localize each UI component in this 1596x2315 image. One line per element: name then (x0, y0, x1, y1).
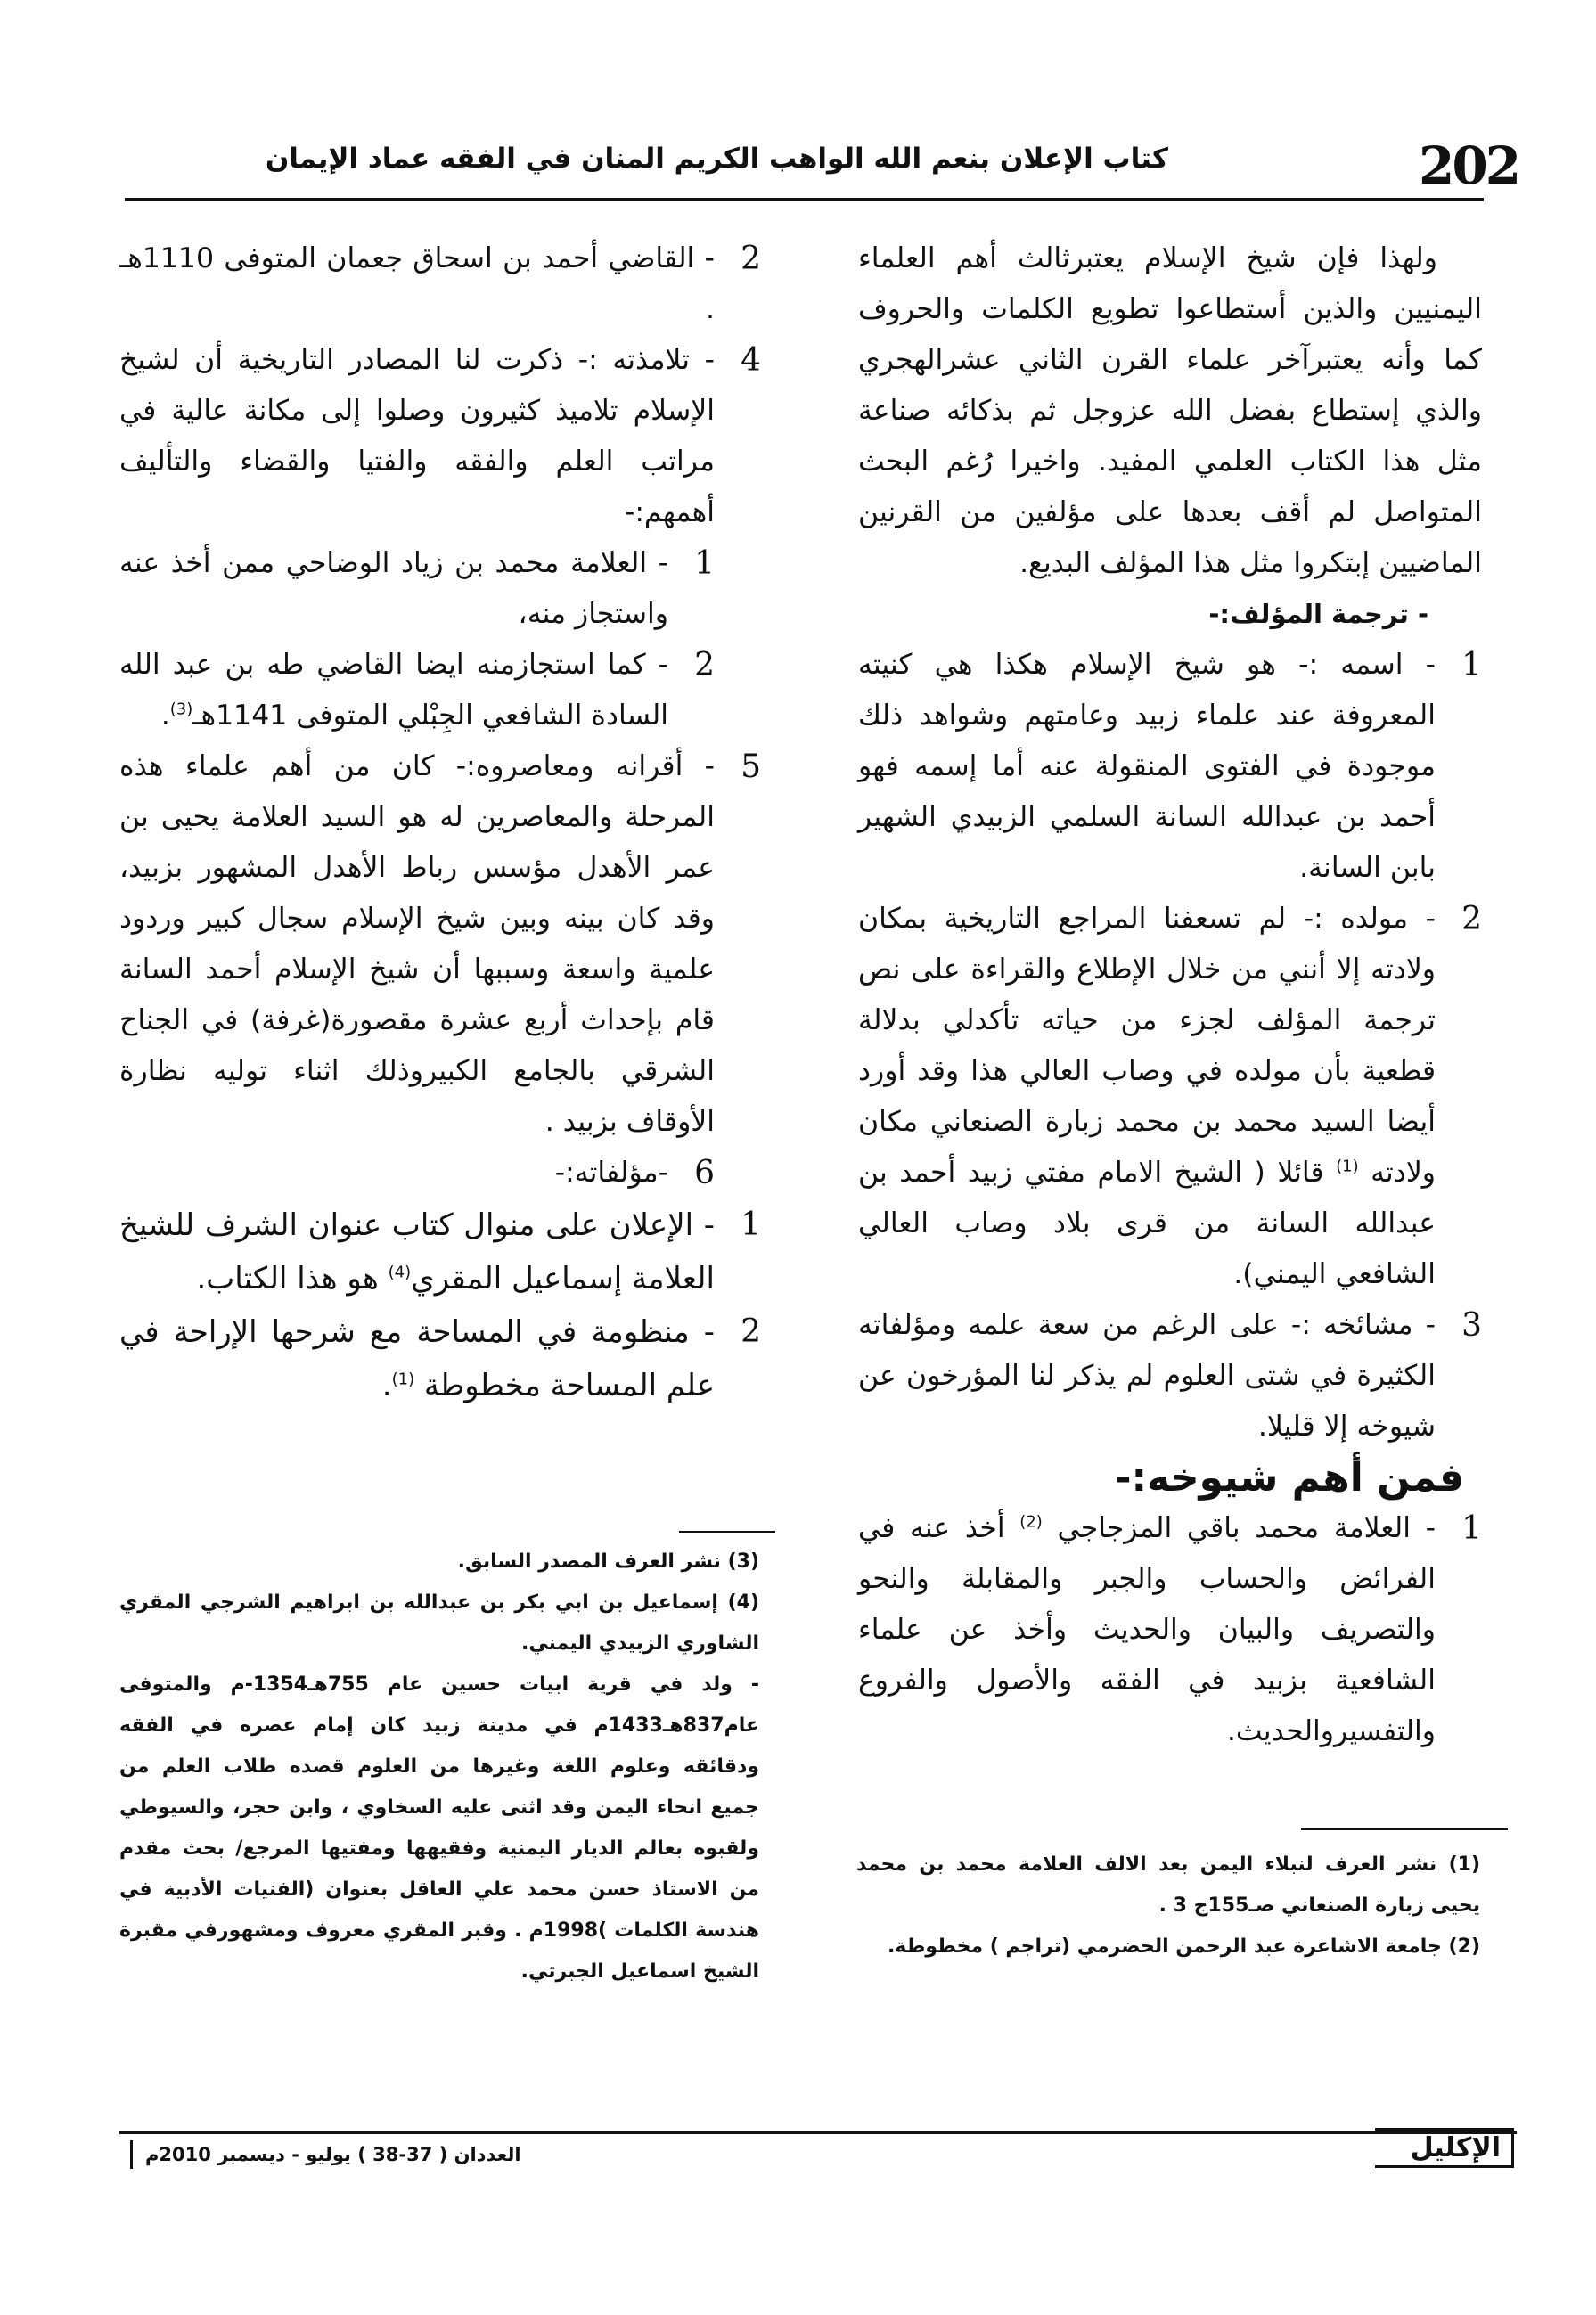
item-number: 2 (741, 241, 761, 277)
item-text: - مشائخه :- على الرغم من سعة علمه ومؤلفاته الكثيرة في شتى العلوم لم يذكر لنا المؤرخون عن شيوخه إلا قليلا. (858, 1309, 1436, 1443)
header-rule (125, 198, 1484, 201)
footnote-ref[interactable]: (4) (388, 1263, 412, 1282)
item-number: 2 (741, 1313, 761, 1350)
issue-label: العددان ( 37-38 ) يوليو - ديسمبر 2010م (130, 2140, 534, 2169)
item-number: 1 (1461, 1510, 1482, 1547)
sheikhs-heading: فمن أهم شيوخه:- (1115, 1455, 1464, 1501)
list-item (119, 538, 761, 640)
item-number: 5 (741, 748, 761, 785)
footnotes-right (856, 1845, 1480, 1967)
bio-heading: - ترجمة المؤلف:- (1208, 599, 1428, 629)
footnote: - ولد في قرية ابيات حسين عام 755هـ1354-م والمتوفى عام837هـ1433م في مدينة زبيد كان إمام عصره في الفقه ودقائقه وعلوم اللغة وغيرها من العلوم قصده طلاب العلم من جميع انحاء اليمن وقد اثنى عليه السخاوي ، وابن حجر، والسيوطي ولقبوه بعالم الديار اليمنية وفقيهها ومفتيها المرجع/ بحث مقدم من الاستاذ حسن محمد علي العاقل بعنوان (الفنيات الأدبية في هندسة الكلمات )1998م . وقبر المقري معروف ومشهورفي مقبرة الشيخ اسماعيل الجبرتي. (119, 1673, 759, 1983)
left-column (119, 233, 761, 1412)
list-item (119, 741, 761, 1148)
item-text: - الإعلان على منوال كتاب عنوان الشرف للشيخ العلامة إسماعيل المقري$^{(4)}$ هو هذا الكتاب. (119, 1207, 715, 1297)
footnote-ref[interactable]: (3) (169, 699, 193, 719)
intro-paragraph: ولهذا فإن شيخ الإسلام يعتبرثالث أهم العلماء اليمنيين والذين أستطاعوا تطويع الكلمات والحروف كما وأنه يعتبرآخر علماء القرن الثاني عشرالهجري والذي إستطاع بفضل الله عزوجل ثم بذكائه صناعة مثل هذا الكتاب العلمي المفيد. واخيرا رُغم البحث المتواصل لم أقف بعدها على مؤلفين من القرنين الماضيين إبتكروا مثل هذا المؤلف البديع. (858, 242, 1482, 579)
item-number: 2 (1461, 901, 1482, 937)
footnote: (3) نشر العرف المصدر السابق. (457, 1550, 759, 1573)
footnote-rule-left (679, 1531, 775, 1533)
item-text: - تلامذته :- ذكرت لنا المصادر التاريخية أن لشيخ الإسلام تلاميذ كثيرون وصلوا إلى مكانة عالية في مراتب العلم والفقه والفتيا والقضاء والتأليف أهمهم:- (119, 344, 715, 528)
item-text: - مولده :- لم تسعفنا المراجع التاريخية بمكان ولادته إلا أنني من خلال الإطلاع والقراءة على نص ترجمة المؤلف لجزء من حياته تأكدلي بدلالة قطعية بأن مولده في وصاب العالي هذا وقد أورد أيضا السيد محمد بن محمد زبارة الصنعاني مكان ولادته $^{(1)}$ قائلا ( الشيخ الامام مفتي زبيد أحمد بن عبدالله السانة من قرى بلاد وصاب العالي الشافعي اليمني). (858, 903, 1436, 1290)
footnote-ref[interactable]: (1) (1336, 1157, 1359, 1176)
footnote: (4) إسماعيل بن ابي بكر بن عبدالله بن ابراهيم الشرجي المقري الشاوري الزبيدي اليمني. (119, 1591, 759, 1655)
bio-item (858, 640, 1482, 894)
list-item (119, 640, 761, 741)
item-number: 6 (694, 1155, 715, 1191)
item-number: 4 (741, 342, 761, 379)
bio-item (858, 894, 1482, 1300)
item-text: - العلامة محمد باقي المزجاجي $^{(2)}$ أخذ عنه في الفرائض والحساب والجبر والمقابلة والنحو والتصريف والبيان والحديث وأخذ عن علماء الشافعية بزبيد في الفقه والأصول والفروع والتفسيروالحديث. (858, 1512, 1436, 1747)
item-number: 1 (1461, 647, 1482, 683)
footer-rule (119, 2131, 1517, 2134)
list-item (119, 335, 761, 538)
page-number: 202 (1419, 135, 1519, 196)
item-text: -مؤلفاته:- (554, 1157, 668, 1189)
footnotes-left (119, 1542, 759, 1992)
sheikh-item (858, 1503, 1482, 1757)
footnote-rule-right (1301, 1828, 1508, 1830)
item-text: - أقرانه ومعاصروه:- كان من أهم علماء هذه المرحلة والمعاصرين له هو السيد العلامة يحيى بن عمر الأهدل مؤسس رباط الأهدل المشهور بزبيد، وقد كان بينه وبين شيخ الإسلام سجال كبير وردود علمية واسعة وسببها أن شيخ الإسلام أحمد السانة قام بإحداث أربع عشرة مقصورة(غرفة) في الجناح الشرقي بالجامع الكبيروذلك اثناء توليه نظارة الأوقاف بزبيد . (119, 750, 715, 1138)
item-text: - كما استجازمنه ايضا القاضي طه بن عبد الله السادة الشافعي الجِبْلي المتوفى 1141هـ$^{(3)}$. (119, 649, 668, 732)
bio-item (858, 1300, 1482, 1452)
item-text: - منظومة في المساحة مع شرحها الإراحة في علم المساحة مخطوطة $^{(1)}$. (119, 1314, 715, 1403)
footnote: (1) نشر العرف لنبلاء اليمن بعد الالف العلامة محمد بن محمد يحيى زبارة الصنعاني صـ155ج 3 . (856, 1853, 1480, 1917)
footnote-ref[interactable]: (2) (1019, 1512, 1043, 1532)
item-text: - القاضي أحمد بن اسحاق جعمان المتوفى 1110هـ . (119, 242, 715, 325)
item-number: 2 (694, 647, 715, 683)
footnote-ref[interactable]: (1) (391, 1370, 415, 1389)
item-text: - العلامة محمد بن زياد الوضاحي ممن أخذ عنه واستجاز منه، (119, 547, 668, 630)
list-item (119, 233, 761, 335)
footnote: (2) جامعة الاشاعرة عبد الرحمن الحضرمي (تراجم ) مخطوطة. (887, 1935, 1480, 1958)
item-text: - اسمه :- هو شيخ الإسلام هكذا هي كنيته المعروفة عند علماء زبيد وعامتهم وشواهد ذلك موجودة في الفتوى المنقولة عنه أما إسمه فهو أحمد بن عبدالله السانة السلمي الزبيدي الشهير بابن السانة. (858, 649, 1436, 884)
item-number: 3 (1461, 1307, 1482, 1344)
item-number: 1 (741, 1207, 761, 1243)
list-item (119, 1198, 761, 1305)
item-number: 1 (694, 545, 715, 582)
right-column (858, 233, 1482, 1757)
list-item (119, 1305, 761, 1412)
list-item (119, 1148, 761, 1198)
running-title: كتاب الإعلان بنعم الله الواهب الكريم المنان في الفقه عماد الإيمان (265, 143, 1168, 175)
journal-logo: الإكليل (1375, 2128, 1514, 2168)
